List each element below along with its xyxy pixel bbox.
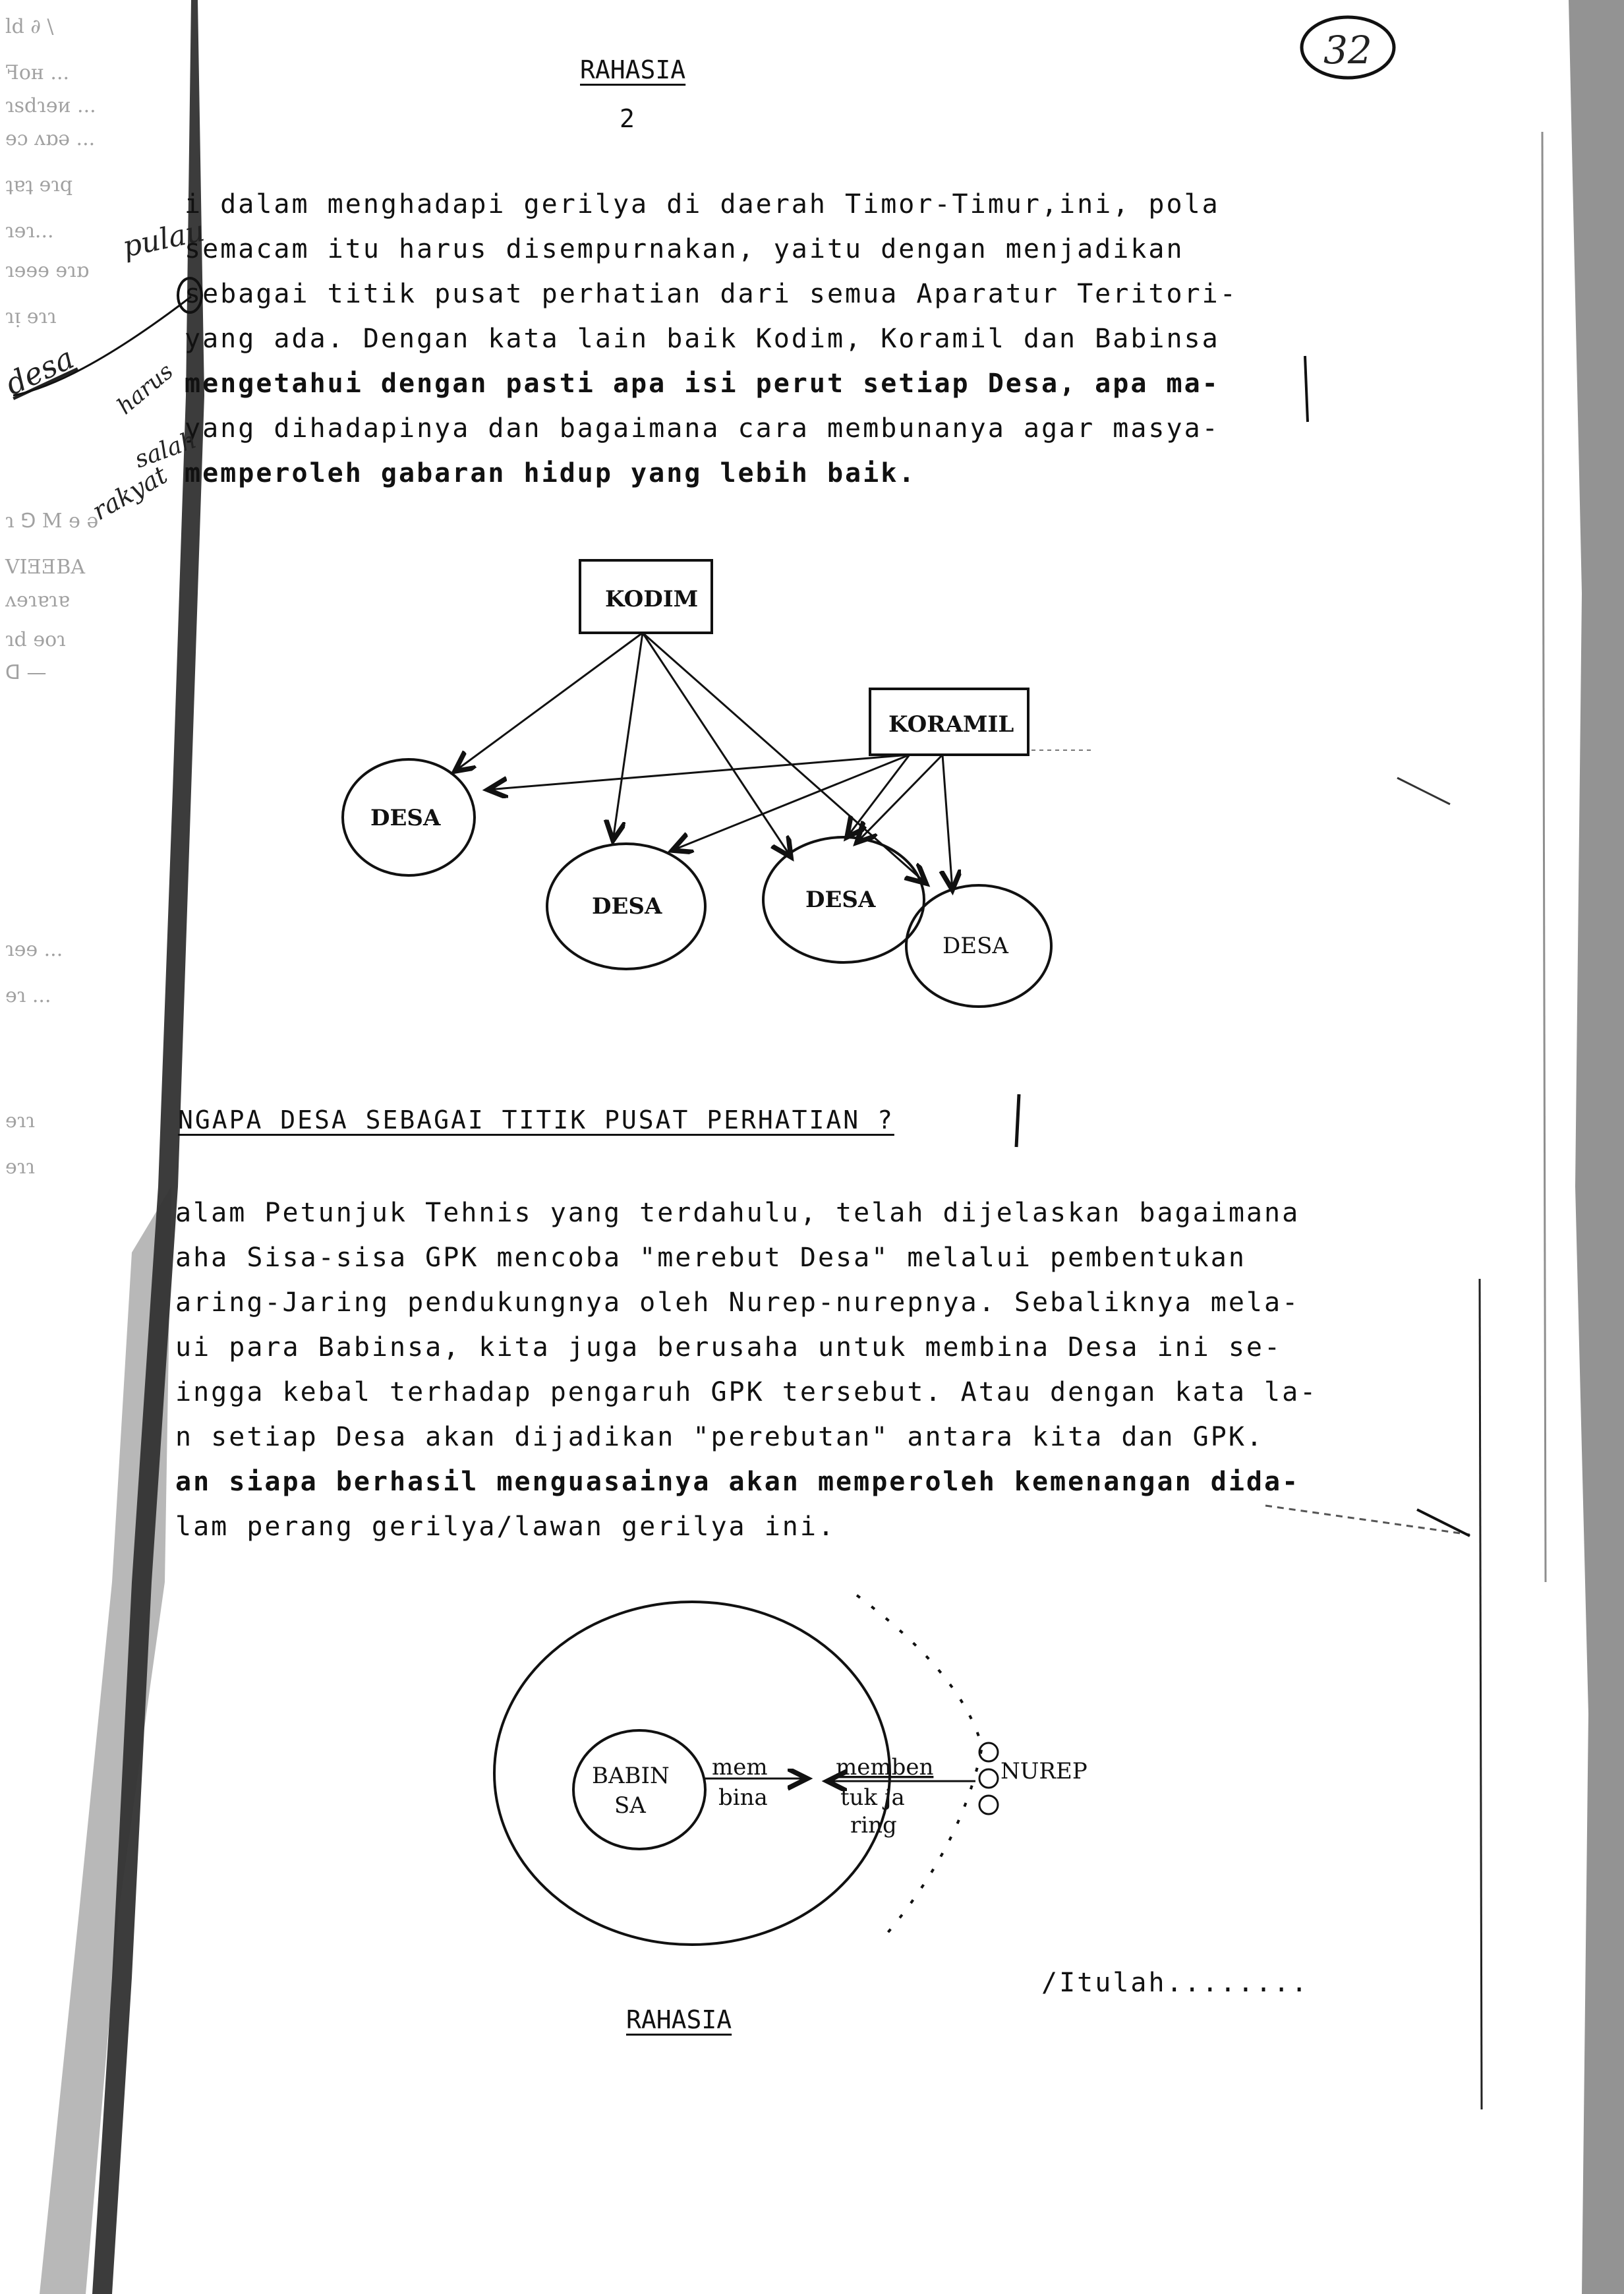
margin-note-harus: harus	[112, 358, 179, 420]
section-heading: NGAPA DESA SEBAGAI TITIK PUSAT PERHATIAN ?	[178, 1105, 894, 1134]
margin-note-salah: salah	[131, 426, 200, 474]
svg-text:ʌɘɿɐɿɐ: ʌɘɿɐɿɐ	[5, 589, 70, 612]
svg-text:ɘɔ ʌɒǝ ...: ɘɔ ʌɒǝ ...	[5, 127, 96, 150]
right-vertical-mark	[1305, 356, 1308, 422]
paragraph2-line: aring-Jaring pendukungnya oleh Nurep-nurepnya. Sebaliknya mela-	[175, 1287, 1300, 1318]
paragraph1-line: sebagai titik pusat perhatian dari semua Aparatur Teritori-	[185, 279, 1238, 309]
diagram-babinsa-nurep	[461, 1569, 1318, 1964]
paragraph1-line: memperoleh gabaran hidup yang lebih baik.	[185, 458, 917, 488]
nurep-node-2	[979, 1769, 998, 1788]
paragraph1-line: yang dihadapinya dan bagaimana cara membunanya agar masya-	[185, 413, 1220, 444]
kodim-label: KODIM	[605, 586, 699, 612]
paragraph2-line: lam perang gerilya/lawan gerilya ini.	[175, 1512, 836, 1542]
paragraph1-line: semacam itu harus disempurnakan, yaitu dengan menjadikan	[185, 234, 1184, 264]
margin-note-pulau: pulau	[119, 214, 208, 264]
babinsa-circle	[573, 1730, 705, 1849]
svg-text:ɿɘɘ ...: ɿɘɘ ...	[5, 938, 63, 961]
membina-label-line2: bina	[718, 1784, 768, 1811]
paragraph1-line: i dalam menghadapi gerilya di daerah Timor-Timur,ini, pola	[185, 189, 1220, 220]
margin-circle	[178, 278, 202, 312]
desa-label-3: DESA	[805, 887, 876, 913]
svg-text:VIƎƎBA: VIƎƎBA	[5, 556, 86, 579]
babinsa-label-line2: SA	[614, 1792, 646, 1819]
right-edge-shadow	[1569, 0, 1624, 2294]
membentuk-label-line3: ring	[850, 1812, 897, 1838]
svg-text:ɿ ⅁ M ɘ ǝ: ɿ ⅁ M ɘ ǝ	[5, 510, 99, 533]
koramil-arrows	[488, 755, 952, 890]
svg-text:ɿɘɘɘ ɘɿɒ: ɿɘɘɘ ɘɿɒ	[5, 259, 89, 282]
svg-text:ld ∂ \: ld ∂ \	[5, 15, 54, 38]
page-stamp-circle	[1285, 7, 1417, 86]
paragraph2-line: an siapa berhasil menguasainya akan memperoleh kemenangan dida-	[175, 1467, 1300, 1497]
paragraph2-line: n setiap Desa akan dijadikan "perebutan" antara kita dan GPK.	[175, 1422, 1265, 1452]
continuation-text: /Itulah........	[1041, 1968, 1310, 1998]
nurep-node-3	[979, 1796, 998, 1814]
koramil-label: KORAMIL	[888, 711, 1014, 738]
svg-text:ɿd ɘoɿ: ɿd ɘoɿ	[5, 628, 66, 651]
margin-note-rakyat: rakyat	[87, 460, 173, 526]
svg-text:ꟻoʜ ...: ꟻoʜ ...	[5, 61, 70, 84]
paragraph2-line: ui para Babinsa, kita juga berusaha untuk membina Desa ini se-	[175, 1332, 1283, 1363]
page-number: 2	[620, 104, 635, 133]
svg-text:ʇɐʇ ɘɿq: ʇɐʇ ɘɿq	[5, 173, 73, 196]
margin-annotations	[0, 198, 211, 541]
babinsa-label-line1: BABIN	[592, 1763, 670, 1789]
paragraph1-line: mengetahui dengan pasti apa isi perut setiap Desa, apa ma-	[185, 368, 1220, 399]
nurep-label: NUREP	[1000, 1758, 1088, 1784]
heading-vertical-mark	[1016, 1094, 1019, 1147]
header-classification: RAHASIA	[580, 55, 686, 84]
bleed-through-text	[5, 15, 98, 1179]
paragraph2-line: ingga kebal terhadap pengaruh GPK tersebut. Atau dengan kata la-	[175, 1377, 1318, 1407]
desa-label-4: DESA	[942, 933, 1008, 959]
membina-label-line1: mem	[712, 1754, 768, 1780]
paragraph2-line: aha Sisa-sisa GPK mencoba "merebut Desa" melalui pembentukan	[175, 1243, 1246, 1273]
svg-text:ɿɘɿ...: ɿɘɿ...	[5, 220, 54, 243]
right-margin-line-1	[1542, 132, 1546, 1582]
footer-classification: RAHASIA	[626, 2005, 732, 2034]
svg-text:ɿᴉ ɘɿɿ: ɿᴉ ɘɿɿ	[5, 305, 57, 328]
membentuk-label-line2: tuk ja	[840, 1784, 905, 1811]
desa-label-1: DESA	[370, 805, 441, 831]
svg-text:ᗡ —: ᗡ —	[5, 661, 47, 684]
right-mark-curve	[1397, 778, 1450, 804]
desa-label-2: DESA	[592, 893, 662, 920]
paragraph1-line: yang ada. Dengan kata lain baik Kodim, Koramil dan Babinsa	[185, 324, 1220, 354]
svg-text:ɘɿ ...: ɘɿ ...	[5, 984, 51, 1007]
right-margin-line-2	[1480, 1279, 1482, 2109]
paragraph2-line: alam Petunjuk Tehnis yang terdahulu, telah dijelaskan bagaimana	[175, 1198, 1300, 1228]
diagram-kodim-koramil	[316, 541, 1107, 1015]
svg-text:ɘɿɿ: ɘɿɿ	[5, 1156, 35, 1179]
margin-note-desa: desa	[0, 339, 80, 402]
kodim-arrows	[455, 633, 926, 883]
desa-outer-circle	[494, 1602, 890, 1945]
right-dark-line	[1417, 1510, 1470, 1536]
svg-text:ɿsdɿɘᴎ ...: ɿsdɿɘᴎ ...	[5, 94, 96, 117]
membentuk-label-line1: memben	[836, 1754, 934, 1780]
page-stamp-number: 32	[1323, 28, 1372, 73]
svg-text:ɘɿɿ: ɘɿɿ	[5, 1109, 35, 1132]
